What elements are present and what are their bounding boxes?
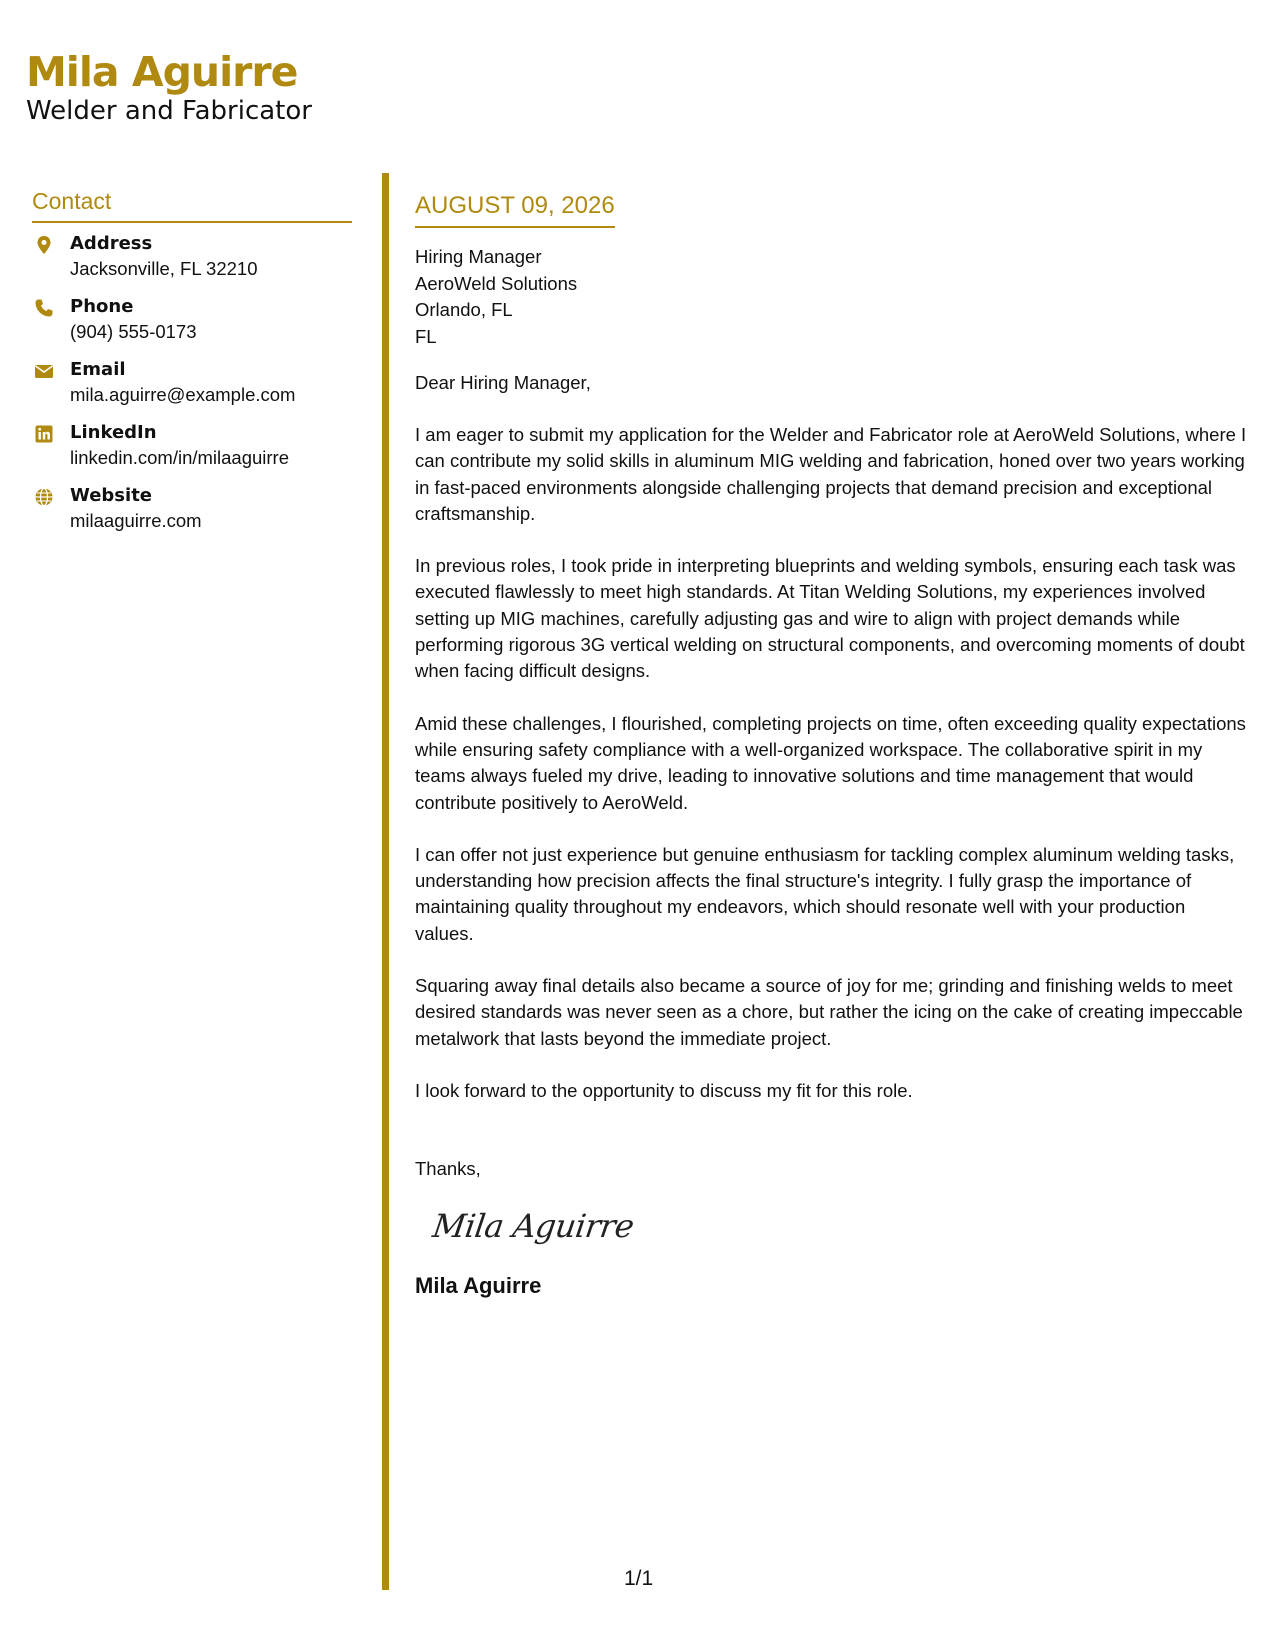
map-pin-icon — [34, 235, 54, 255]
letter-body — [415, 190, 1245, 1300]
contact-label: Email — [70, 359, 126, 380]
vertical-divider — [382, 173, 389, 1590]
envelope-icon — [34, 361, 54, 381]
contact-value: linkedin.com/in/milaaguirre — [70, 447, 290, 468]
contact-label: Website — [70, 485, 153, 506]
contact-heading: Contact — [32, 187, 352, 223]
salutation: Dear Hiring Manager, — [415, 372, 591, 393]
contact-label: LinkedIn — [70, 422, 157, 443]
letter-paragraph: Squaring away final details also became a source of joy for me; grinding and finishing welds to meet desired standards was never seen as a chore, but rather the icing on the cake of creating impeccable metalwork that lasts beyond the immediate project. — [415, 975, 1243, 1049]
letter-paragraph: I look forward to the opportunity to discuss my fit for this role. — [415, 1079, 913, 1101]
contact-item-phone — [32, 295, 352, 358]
applicant-title: Welder and Fabricator — [26, 96, 312, 126]
page-number: 1/1 — [624, 1567, 654, 1590]
letter-paragraph: Amid these challenges, I flourished, completing projects on time, often exceeding quality expectations while ensuring safety compliance with a well-organized workspace. The collaborative spirit in my teams always fueled my drive, leading to innovative solutions and time management that would contribute positively to AeroWeld. — [415, 712, 1246, 813]
recipient-line: AeroWeld Solutions — [415, 272, 578, 294]
phone-icon — [34, 298, 54, 318]
contact-list — [32, 232, 352, 547]
contact-value: mila.aguirre@example.com — [70, 384, 296, 405]
letter-paragraph: In previous roles, I took pride in interpreting blueprints and welding symbols, ensuring each task was executed flawlessly to meet high standards. At Titan Welding Solutions, my experiences involved setting up MIG machines, carefully adjusting gas and wire to align with project demands while performing rigorous 3G vertical welding on structural components, and overcoming moments of doubt when facing difficult designs. — [415, 555, 1245, 682]
header — [26, 48, 312, 127]
applicant-name: Mila Aguirre — [26, 48, 298, 96]
letter-date: AUGUST 09, 2026 — [415, 190, 615, 228]
contact-value: milaaguirre.com — [70, 510, 202, 531]
recipient-line: Orlando, FL — [415, 299, 513, 320]
letter-paragraph: I can offer not just experience but genuine enthusiasm for tackling complex aluminum welding tasks, understanding how precision affects the final structure's integrity. I fully grasp the importance of maintaining quality throughout my endeavors, which should resonate well with your production values. — [415, 843, 1235, 944]
signer-name: Mila Aguirre — [415, 1273, 542, 1299]
linkedin-icon — [34, 424, 54, 444]
contact-value: Jacksonville, FL 32210 — [70, 258, 258, 279]
contact-sidebar — [32, 187, 352, 547]
recipient-line: Hiring Manager — [415, 246, 542, 267]
contact-value: (904) 555-0173 — [70, 321, 197, 342]
letter-paragraph: I am eager to submit my application for the Welder and Fabricator role at AeroWeld Solutions, where I can contribute my solid skills in aluminum MIG welding and fabrication, honed over two years working in fast-paced environments alongside challenging projects that demand precision and exceptional craftsmanship. — [415, 424, 1247, 524]
contact-item-email — [32, 358, 352, 421]
contact-label: Address — [70, 233, 153, 254]
recipient-line: FL — [415, 325, 437, 347]
contact-item-linkedin — [32, 421, 352, 484]
contact-item-address — [32, 232, 352, 295]
globe-icon — [34, 487, 54, 507]
recipient-block — [415, 244, 1245, 350]
closing: Thanks, — [415, 1158, 481, 1180]
handwritten-signature: Mila Aguirre — [430, 1207, 637, 1246]
contact-item-website — [32, 484, 352, 547]
contact-label: Phone — [70, 296, 134, 317]
